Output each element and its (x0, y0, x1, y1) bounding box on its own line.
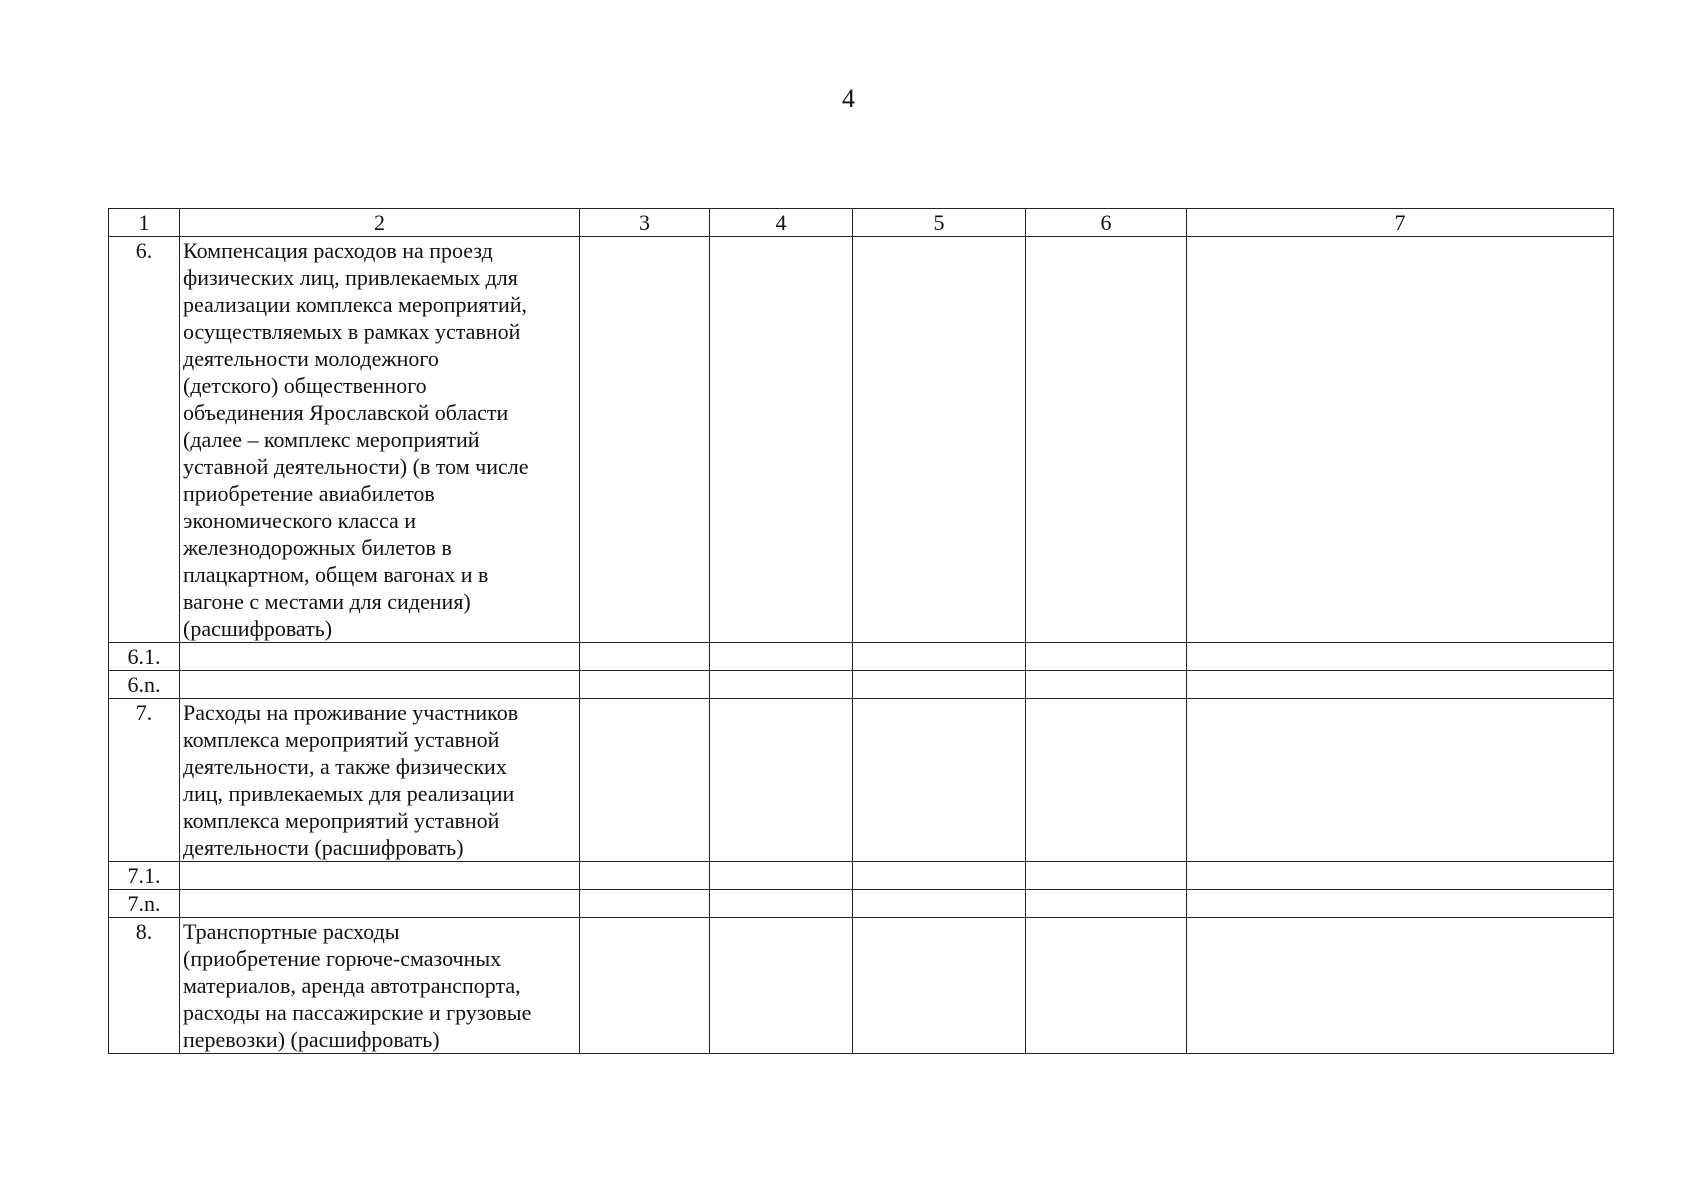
table-row (109, 643, 1614, 671)
row-number: 6.n. (109, 671, 180, 699)
table-row (109, 237, 1614, 643)
empty-cell (710, 862, 853, 890)
row-description (180, 862, 580, 890)
table-row (109, 671, 1614, 699)
empty-cell (1187, 237, 1614, 643)
column-number-2: 2 (180, 209, 580, 237)
row-description: Компенсация расходов на проезд физических лиц, привлекаемых для реализации комплекса мероприятий, осуществляемых в рамках уставной деятельности молодежного (детского) общественного объединения Ярославской области (далее – комплекс мероприятий уставной деятельности) (в том числе приобретение авиабилетов экономического класса и железнодорожных билетов в плацкартном, общем вагонах и в вагоне с местами для сидения) (расшифровать) (180, 237, 580, 643)
empty-cell (1026, 643, 1187, 671)
column-number-6: 6 (1026, 209, 1187, 237)
column-number-7: 7 (1187, 209, 1614, 237)
row-number: 6.1. (109, 643, 180, 671)
empty-cell (580, 237, 710, 643)
empty-cell (710, 918, 853, 1054)
empty-cell (580, 890, 710, 918)
row-number: 6. (109, 237, 180, 643)
row-description (180, 671, 580, 699)
empty-cell (1187, 671, 1614, 699)
empty-cell (1187, 890, 1614, 918)
empty-cell (1187, 862, 1614, 890)
empty-cell (853, 699, 1026, 862)
empty-cell (1026, 671, 1187, 699)
column-number-1: 1 (109, 209, 180, 237)
empty-cell (853, 643, 1026, 671)
table-row (109, 890, 1614, 918)
empty-cell (1187, 699, 1614, 862)
empty-cell (853, 890, 1026, 918)
empty-cell (580, 671, 710, 699)
row-description (180, 643, 580, 671)
row-description: Транспортные расходы (приобретение горюче-смазочных материалов, аренда автотранспорта, расходы на пассажирские и грузовые перевозки) (расшифровать) (180, 918, 580, 1054)
empty-cell (1187, 918, 1614, 1054)
empty-cell (1026, 237, 1187, 643)
empty-cell (853, 918, 1026, 1054)
empty-cell (853, 237, 1026, 643)
empty-cell (1026, 699, 1187, 862)
empty-cell (710, 890, 853, 918)
row-description (180, 890, 580, 918)
empty-cell (580, 699, 710, 862)
column-number-5: 5 (853, 209, 1026, 237)
empty-cell (1187, 643, 1614, 671)
empty-cell (710, 237, 853, 643)
empty-cell (1026, 918, 1187, 1054)
row-description: Расходы на проживание участников комплекса мероприятий уставной деятельности, а также физических лиц, привлекаемых для реализации комплекса мероприятий уставной деятельности (расшифровать) (180, 699, 580, 862)
table-row (109, 862, 1614, 890)
column-number-3: 3 (580, 209, 710, 237)
empty-cell (710, 699, 853, 862)
column-number-4: 4 (710, 209, 853, 237)
empty-cell (580, 862, 710, 890)
empty-cell (853, 862, 1026, 890)
row-number: 8. (109, 918, 180, 1054)
row-number: 7. (109, 699, 180, 862)
table-header-row (109, 209, 1614, 237)
empty-cell (710, 671, 853, 699)
table-row (109, 699, 1614, 862)
empty-cell (710, 643, 853, 671)
empty-cell (580, 918, 710, 1054)
table-row (109, 918, 1614, 1054)
empty-cell (1026, 890, 1187, 918)
row-number: 7.1. (109, 862, 180, 890)
empty-cell (1026, 862, 1187, 890)
empty-cell (853, 671, 1026, 699)
expense-table (108, 208, 1614, 1054)
page-number: 4 (842, 84, 855, 113)
row-number: 7.n. (109, 890, 180, 918)
empty-cell (580, 643, 710, 671)
